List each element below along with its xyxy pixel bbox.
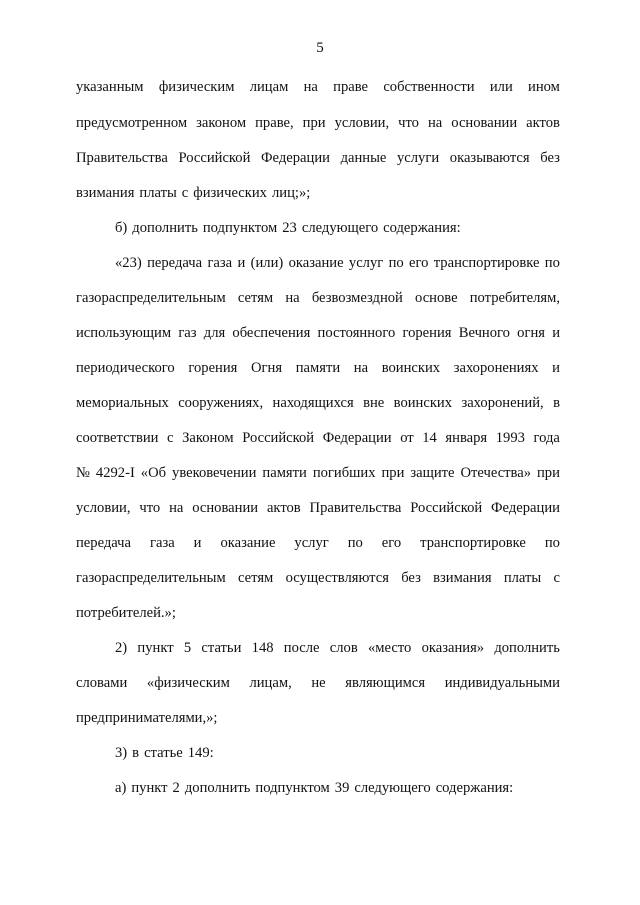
word: с: [181, 185, 189, 201]
word: газа: [207, 255, 233, 271]
text-line: [115, 743, 560, 763]
word: платы: [503, 570, 542, 586]
word: основании: [451, 115, 518, 131]
word: по: [388, 255, 404, 271]
word: условии,: [76, 500, 131, 516]
word: 39: [334, 780, 350, 796]
word: по: [544, 255, 560, 271]
word: услуги: [397, 150, 440, 166]
word: статьи: [201, 640, 242, 656]
word: праве: [333, 79, 369, 95]
word: 14: [422, 430, 437, 446]
word: находящихся: [272, 395, 354, 411]
word: обеспечения: [232, 325, 311, 341]
word: горения: [188, 360, 238, 376]
word: актов: [266, 500, 301, 516]
word: Российской: [242, 430, 315, 446]
text-line: [76, 77, 560, 97]
word: с: [167, 430, 174, 446]
word: оказания»: [421, 640, 485, 656]
word: Российской: [178, 150, 251, 166]
word: подпунктом: [202, 220, 278, 236]
word: праве,: [255, 115, 294, 131]
word: защите: [410, 465, 455, 481]
word: условии,: [334, 115, 390, 131]
word: захоронений,: [461, 395, 544, 411]
word: физическим: [158, 79, 235, 95]
word: данные: [340, 150, 387, 166]
word: на: [427, 115, 443, 131]
word: его: [409, 255, 429, 271]
word: а): [115, 780, 127, 796]
word: что: [139, 500, 161, 516]
word: транспортировке: [433, 255, 540, 271]
word: захоронениях: [453, 360, 539, 376]
word: Огня: [251, 360, 283, 376]
word: физических: [193, 185, 267, 201]
text-line: [115, 253, 560, 273]
word: 149:: [187, 745, 214, 761]
word: Вечного: [458, 325, 510, 341]
word: сооружениях,: [178, 395, 264, 411]
word: при: [537, 465, 560, 481]
word: взимания: [76, 185, 135, 201]
word: лиц;»;: [271, 185, 311, 201]
word: лицам,: [249, 675, 292, 691]
word: по: [544, 535, 560, 551]
word: соответствии: [76, 430, 159, 446]
word: слов: [329, 640, 358, 656]
word: или: [489, 79, 513, 95]
word: взимания: [433, 570, 492, 586]
word: газораспределительным: [76, 290, 226, 306]
word: Федерации: [261, 150, 330, 166]
word: не: [311, 675, 326, 691]
word: в: [132, 745, 140, 761]
text-line: [76, 463, 560, 483]
word: 2: [172, 780, 180, 796]
word: газа: [149, 535, 175, 551]
word: с: [553, 570, 560, 586]
word: огня: [517, 325, 545, 341]
word: периодического: [76, 360, 175, 376]
word: предусмотренном: [76, 115, 188, 131]
word: следующего: [301, 220, 379, 236]
word: 5: [183, 640, 192, 656]
word: дополнить: [494, 640, 560, 656]
word: основе: [415, 290, 458, 306]
word: Федерации: [491, 500, 560, 516]
word: №: [76, 465, 90, 481]
word: горения: [402, 325, 452, 341]
text-line: [76, 568, 560, 588]
text-line: [76, 533, 560, 553]
word: и: [193, 535, 202, 551]
word: индивидуальными: [444, 675, 560, 691]
word: пункт: [137, 640, 174, 656]
word: «Об: [140, 465, 167, 481]
text-line: [76, 428, 560, 448]
word: подпунктом: [255, 780, 330, 796]
text-line: [76, 708, 560, 728]
word: содержания:: [383, 220, 461, 236]
word: без: [540, 150, 560, 166]
word: содержания:: [435, 780, 514, 796]
word: мемориальных: [76, 395, 169, 411]
word: «место: [367, 640, 412, 656]
text-line: [115, 778, 560, 798]
text-line: [76, 148, 560, 168]
word: 4292-I: [95, 465, 135, 481]
word: Законом: [182, 430, 234, 446]
word: ином: [528, 79, 560, 95]
word: января: [445, 430, 488, 446]
text-line: [76, 113, 560, 133]
word: 23: [282, 220, 297, 236]
word: дополнить: [132, 220, 198, 236]
word: б): [115, 220, 128, 236]
word: пункт: [131, 780, 168, 796]
word: и: [552, 360, 560, 376]
word: увековечении: [172, 465, 257, 481]
word: 3): [115, 745, 128, 761]
word: передача: [147, 255, 203, 271]
word: газораспределительным: [76, 570, 226, 586]
word: что: [398, 115, 419, 131]
word: от: [400, 430, 414, 446]
word: Российской: [410, 500, 483, 516]
word: при: [381, 465, 405, 481]
word: на: [353, 360, 369, 376]
word: статье: [144, 745, 183, 761]
word: платы: [139, 185, 177, 201]
word: для: [203, 325, 226, 341]
word: на: [285, 290, 300, 306]
word: и: [552, 325, 560, 341]
word: 2): [115, 640, 128, 656]
word: вне: [363, 395, 385, 411]
word: указанным: [76, 79, 144, 95]
word: погибших: [312, 465, 376, 481]
word: «физическим: [146, 675, 230, 691]
text-line: [76, 498, 560, 518]
word: Правительства: [76, 150, 168, 166]
word: 1993: [495, 430, 525, 446]
word: при: [302, 115, 326, 131]
word: памяти: [295, 360, 341, 376]
word: (или): [250, 255, 284, 271]
text-line: [76, 603, 560, 623]
word: сетям: [238, 570, 274, 586]
word: использующим: [76, 325, 172, 341]
word: сетям: [237, 290, 274, 306]
word: на: [169, 500, 184, 516]
word: потребителей.»;: [76, 605, 176, 621]
word: после: [283, 640, 320, 656]
word: Федерации: [322, 430, 392, 446]
word: на: [303, 79, 318, 95]
word: предпринимателями,»;: [76, 710, 218, 726]
word: услуг: [348, 255, 384, 271]
word: по: [347, 535, 363, 551]
word: оказываются: [449, 150, 530, 166]
text-line: [115, 638, 560, 658]
word: в: [553, 395, 560, 411]
word: услуг: [294, 535, 329, 551]
word: осуществляются: [285, 570, 389, 586]
word: года: [533, 430, 560, 446]
word: собственности: [383, 79, 475, 95]
text-line: [76, 673, 560, 693]
text-line: [76, 183, 560, 203]
word: актов: [526, 115, 560, 131]
word: оказание: [220, 535, 276, 551]
word: Правительства: [309, 500, 402, 516]
text-line: [76, 358, 560, 378]
word: дополнить: [184, 780, 251, 796]
word: Отечества»: [460, 465, 532, 481]
word: являющимся: [345, 675, 426, 691]
word: словами: [76, 675, 128, 691]
word: памяти: [262, 465, 307, 481]
word: следующего: [354, 780, 431, 796]
word: основании: [192, 500, 259, 516]
word: и: [237, 255, 246, 271]
word: без: [401, 570, 421, 586]
word: лицам: [249, 79, 289, 95]
word: законом: [196, 115, 247, 131]
word: «23): [115, 255, 142, 271]
word: его: [381, 535, 402, 551]
word: воинских: [393, 395, 453, 411]
page-number: 5: [316, 40, 324, 56]
word: передача: [76, 535, 132, 551]
word: безвозмездной: [311, 290, 403, 306]
word: 148: [251, 640, 274, 656]
text-line: [115, 218, 560, 238]
word: транспортировке: [420, 535, 526, 551]
text-line: [76, 288, 560, 308]
text-line: [76, 323, 560, 343]
word: потребителям,: [469, 290, 560, 306]
word: газ: [178, 325, 197, 341]
text-line: [76, 393, 560, 413]
word: воинских: [381, 360, 441, 376]
word: постоянного: [317, 325, 396, 341]
word: оказание: [288, 255, 344, 271]
